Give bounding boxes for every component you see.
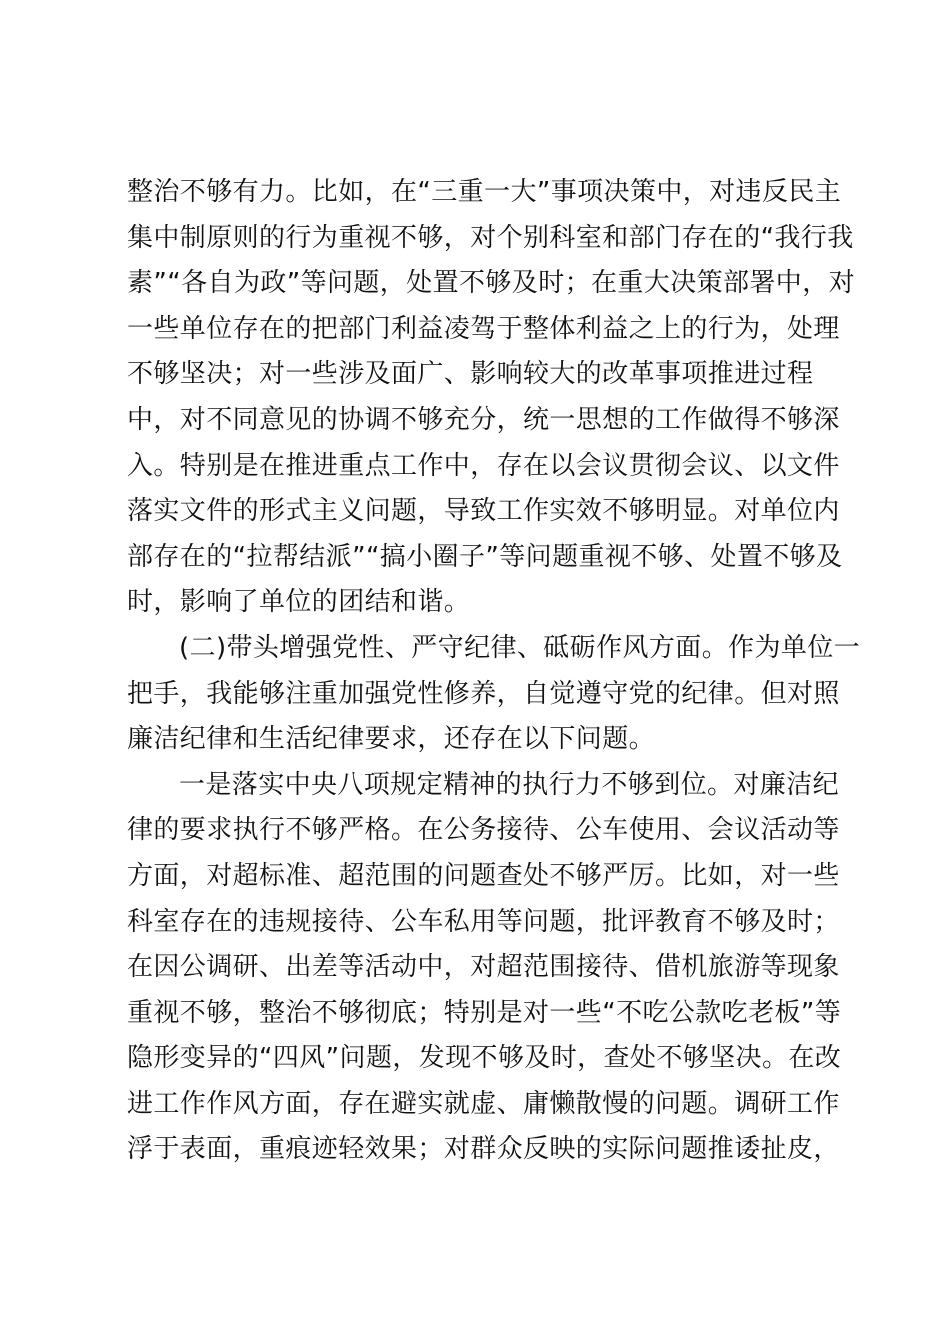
section-heading-line: (二)带头增强党性、严守纪律、砥砺作风方面。作为单位一 xyxy=(179,632,861,663)
text-line: 把手，我能够注重加强党性修养，自觉遵守党的纪律。但对照 xyxy=(127,678,840,709)
text-line: 一些单位存在的把部门利益凌驾于整体利益之上的行为，处理 xyxy=(127,313,840,344)
text-line: 整治不够有力。比如，在“三重一大”事项决策中，对违反民主 xyxy=(127,177,842,207)
text-line: 科室存在的违规接待、公车私用等问题，批评教育不够及时； xyxy=(127,906,840,937)
text-line: 集中制原则的行为重视不够，对个别科室和部门存在的“我行我 xyxy=(127,222,854,253)
text-line: 方面，对超标准、超范围的问题查处不够严厉。比如，对一些 xyxy=(127,860,840,891)
text-line: 隐形变异的“四风”问题，发现不够及时，查处不够坚决。在改 xyxy=(127,1043,842,1074)
text-line: 素”“各自为政”等问题，处置不够及时；在重大决策部署中，对 xyxy=(127,268,856,299)
text-line: 部存在的“拉帮结派”“搞小圈子”等问题重视不够、处置不够及 xyxy=(127,541,843,572)
text-line: 入。特别是在推进重点工作中，存在以会议贯彻会议、以文件 xyxy=(127,450,840,481)
text-line: 不够坚决；对一些涉及面广、影响较大的改革事项推进过程 xyxy=(127,359,814,390)
text-line: 廉洁纪律和生活纪律要求，还存在以下问题。 xyxy=(127,724,656,755)
text-line: 在因公调研、出差等活动中，对超范围接待、借机旅游等现象 xyxy=(127,952,840,983)
text-line: 律的要求执行不够严格。在公务接待、公车使用、会议活动等 xyxy=(127,815,840,846)
text-line: 落实文件的形式主义问题，导致工作实效不够明显。对单位内 xyxy=(127,496,840,527)
document-body xyxy=(127,170,861,1173)
text-line: 重视不够，整治不够彻底；特别是对一些“不吃公款吃老板”等 xyxy=(127,997,842,1028)
text-line: 进工作作风方面，存在避实就虚、庸懒散慢的问题。调研工作 xyxy=(127,1088,840,1119)
text-line: 时，影响了单位的团结和谐。 xyxy=(127,587,471,618)
paragraph-start-line: 一是落实中央八项规定精神的执行力不够到位。对廉洁纪 xyxy=(179,769,840,800)
text-line: 中，对不同意见的协调不够充分，统一思想的工作做得不够深 xyxy=(127,404,840,435)
text-line: 浮于表面，重痕迹轻效果；对群众反映的实际问题推诿扯皮， xyxy=(127,1134,840,1165)
